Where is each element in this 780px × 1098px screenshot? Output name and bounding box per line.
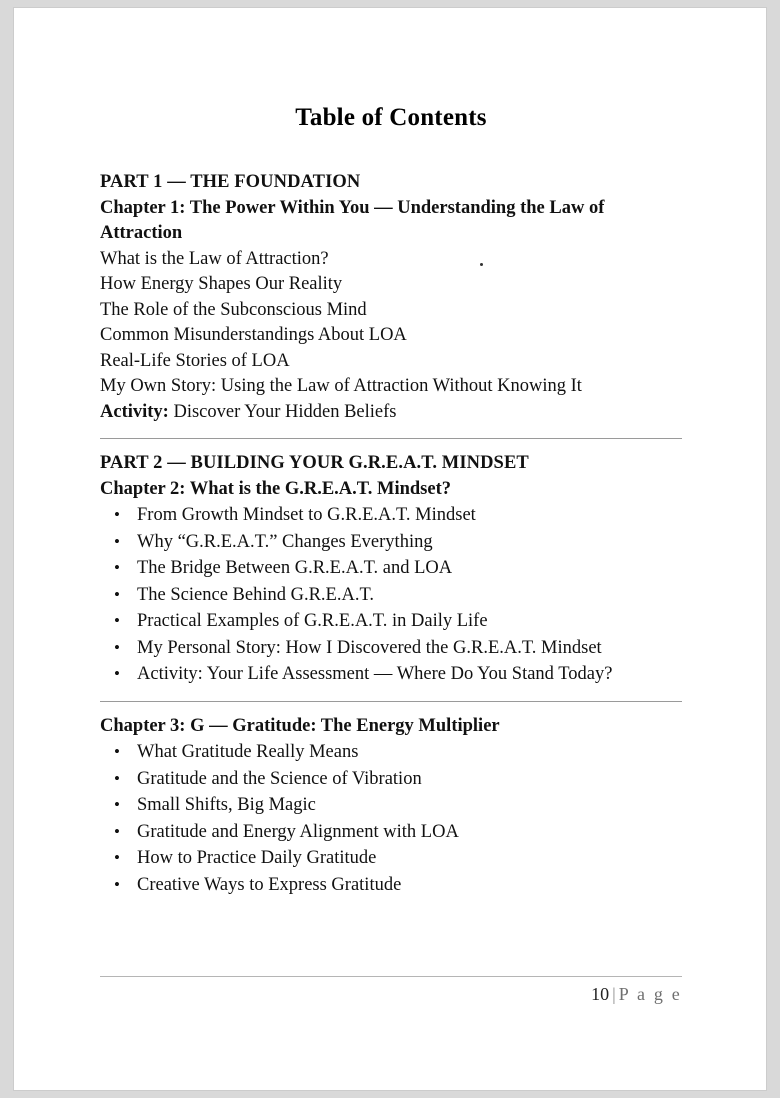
list-item[interactable]: • Activity: Your Life Assessment — Where Do You Stand Today? [100,661,682,688]
toc-entry[interactable]: Common Misunderstandings About LOA [100,325,407,345]
toc-entry[interactable]: What is the Law of Attraction? [100,248,329,269]
toc-section-part-2 [100,451,682,688]
toc-entry[interactable]: How Energy Shapes Our Reality [100,274,343,294]
page-word-label: P a g e [618,984,682,1004]
part-2-heading: PART 2 — BUILDING YOUR G.R.E.A.T. MINDSET [100,453,529,473]
chapter-2-heading: Chapter 2: What is the G.R.E.A.T. Mindset? [100,478,452,499]
toc-content [100,104,682,898]
toc-section-chapter-3 [100,714,682,899]
document-page [14,8,766,1090]
section-divider [100,438,682,439]
chapter-2-topic-list [100,502,682,688]
list-item[interactable]: • How to Practice Daily Gratitude [100,845,682,872]
activity-text: Discover Your Hidden Beliefs [173,401,397,422]
list-item[interactable]: • From Growth Mindset to G.R.E.A.T. Mindset [100,502,682,529]
list-item[interactable]: • My Personal Story: How I Discovered the G.R.E.A.T. Mindset [100,635,682,662]
section-divider [100,701,682,702]
activity-label: Activity: [100,401,169,422]
stray-ink-dot [480,263,483,266]
page-title: Table of Contents [295,104,487,131]
footer-page-number [100,984,682,1005]
footer-divider [100,976,682,977]
list-item[interactable]: • Practical Examples of G.R.E.A.T. in Daily Life [100,608,682,635]
page-number-separator: | [612,984,616,1004]
page-number-value: 10 [591,984,610,1004]
list-item[interactable]: • Gratitude and Energy Alignment with LOA [100,819,682,846]
toc-activity-entry[interactable] [100,400,682,426]
list-item[interactable]: • Why “G.R.E.A.T.” Changes Everything [100,529,682,556]
chapter-3-heading: Chapter 3: G — Gratitude: The Energy Multiplier [100,715,500,736]
list-item[interactable]: • Gratitude and the Science of Vibration [100,766,682,793]
chapter-1-heading: Chapter 1: The Power Within You — Understanding the Law of Attraction [100,197,605,243]
toc-entry[interactable]: My Own Story: Using the Law of Attraction Without Knowing It [100,376,582,396]
list-item[interactable]: • Small Shifts, Big Magic [100,792,682,819]
list-item[interactable]: • The Science Behind G.R.E.A.T. [100,582,682,609]
chapter-3-topic-list [100,739,682,898]
part-1-heading: PART 1 — THE FOUNDATION [100,172,361,192]
toc-section-part-1 [100,170,682,425]
list-item[interactable]: • The Bridge Between G.R.E.A.T. and LOA [100,555,682,582]
list-item[interactable]: • What Gratitude Really Means [100,739,682,766]
toc-entry[interactable]: Real-Life Stories of LOA [100,350,290,371]
list-item[interactable]: • Creative Ways to Express Gratitude [100,872,682,899]
page-footer [100,976,682,1005]
toc-entry[interactable]: The Role of the Subconscious Mind [100,299,367,320]
